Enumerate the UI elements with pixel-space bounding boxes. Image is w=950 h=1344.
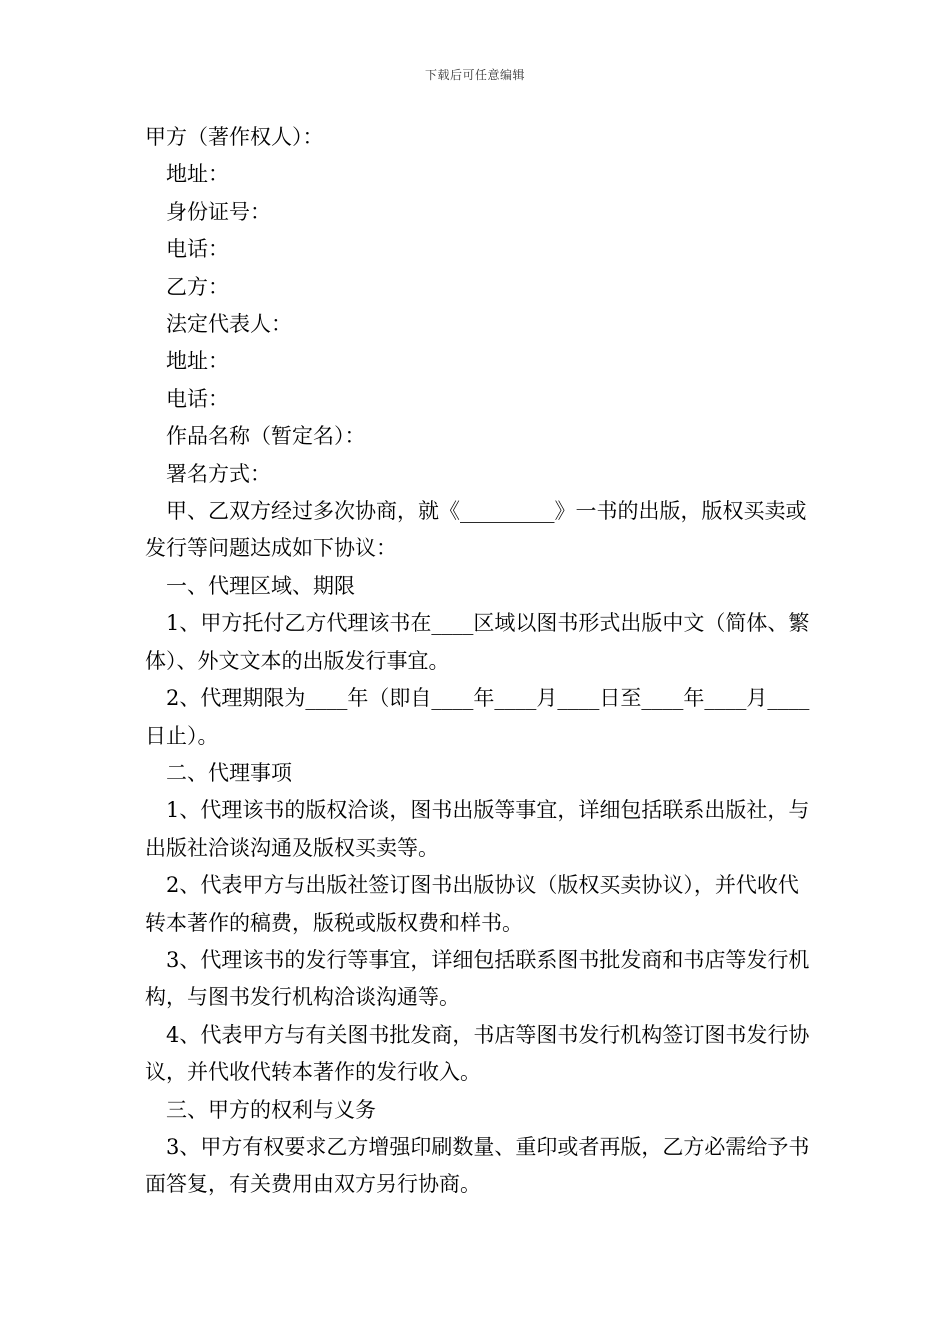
section-1-item-2: 2、代理期限为____年（即自____年____月____日至____年____月____日止）。 xyxy=(145,686,810,748)
section-2-item-3: 3、代理该书的发行等事宜，详细包括联系图书批发商和书店等发行机构，与图书发行机构洽谈沟通等。 xyxy=(145,947,810,1010)
section-1-item-1: 1、甲方托付乙方代理该书在____区域以图书形式出版中文（简体、繁体）、外文文本的出版发行事宜。 xyxy=(145,611,810,673)
section-2-item-1: 1、代理该书的版权洽谈，图书出版等事宜，详细包括联系出版社，与出版社洽谈沟通及版权买卖等。 xyxy=(145,798,810,860)
id-number-label: 身份证号： xyxy=(166,199,271,224)
section-2-item-4: 4、代表甲方与有关图书批发商，书店等图书发行机构签订图书发行协议，并代收代转本著作的发行收入。 xyxy=(145,1022,810,1085)
phone-a-label: 电话： xyxy=(166,237,229,262)
work-title-label: 作品名称（暂定名）： xyxy=(166,424,366,449)
section-2-item-2: 2、代表甲方与出版社签订图书出版协议（版权买卖协议），并代收代转本著作的稿费，版税或版权费和样书。 xyxy=(145,873,799,935)
party-b-label: 乙方： xyxy=(166,274,229,299)
address-b-label: 地址： xyxy=(166,349,229,374)
legal-rep-label: 法定代表人： xyxy=(166,312,292,337)
phone-b-label: 电话： xyxy=(166,386,229,411)
address-a-label: 地址： xyxy=(166,162,229,187)
section-3-heading: 三、甲方的权利与义务 xyxy=(166,1097,376,1122)
page-header: 下载后可任意编辑 xyxy=(424,68,525,82)
section-3-item-3: 3、甲方有权要求乙方增强印刷数量、重印或者再版，乙方必需给予书面答复，有关费用由双方另行协商。 xyxy=(145,1134,810,1197)
party-a-label: 甲方（著作权人）： xyxy=(145,125,324,149)
section-1-heading: 一、代理区域、期限 xyxy=(166,573,355,598)
contract-body xyxy=(145,119,815,1204)
section-2-heading: 二、代理事项 xyxy=(166,760,292,785)
signature-method-label: 署名方式： xyxy=(166,461,271,486)
intro-paragraph: 甲、乙双方经过多次协商，就《_________》一书的出版，版权买卖或发行等问题达成如下协议： xyxy=(145,499,807,561)
